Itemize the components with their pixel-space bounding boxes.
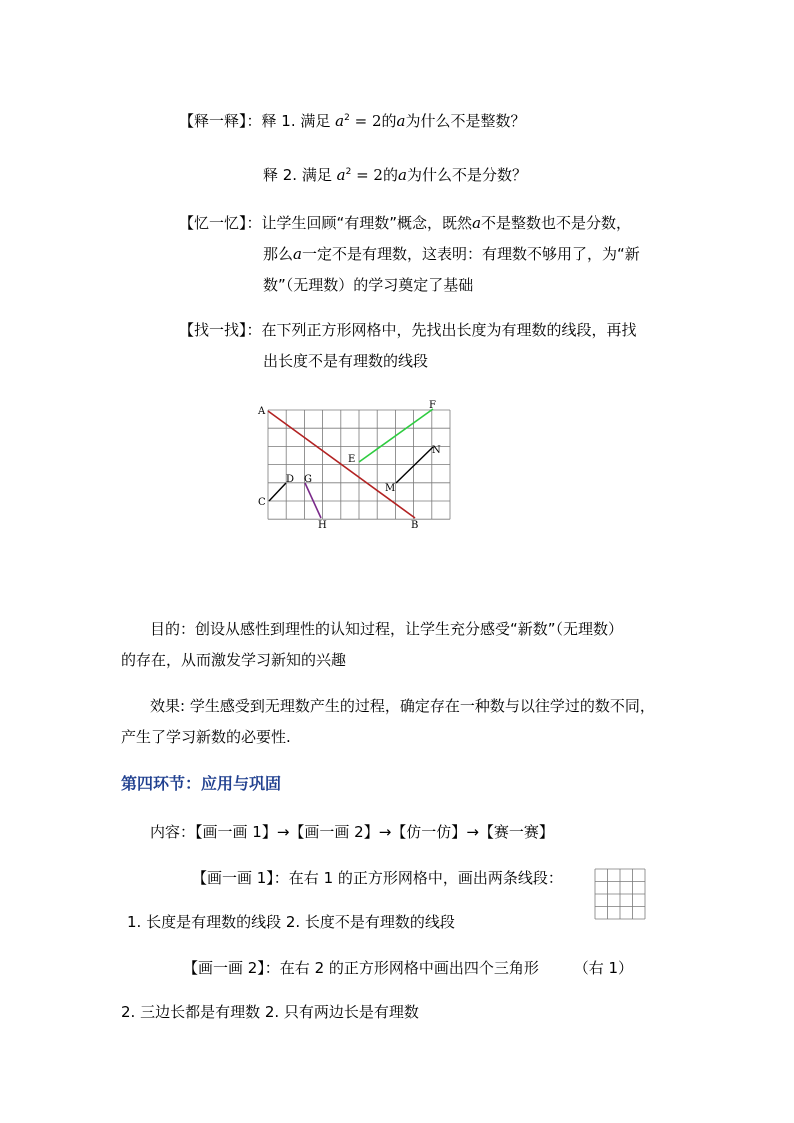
purpose-l2: 的存在，从而激发学习新知的兴趣 xyxy=(121,651,347,669)
yi-line-3 xyxy=(263,275,473,295)
zhao-l2: 出长度不是有理数的线段 xyxy=(263,352,429,370)
shi-p1-prefix: ：释 1. 满足 xyxy=(246,112,331,130)
yi-l2-a: 那么 xyxy=(263,245,294,263)
label-a: A xyxy=(258,406,266,417)
label-n: N xyxy=(432,445,441,456)
arrow: → xyxy=(378,823,392,841)
purpose-line-2 xyxy=(121,650,346,670)
label-e: E xyxy=(348,454,356,465)
var-a: a xyxy=(398,166,407,184)
shi-p1-mid: 的 xyxy=(382,166,398,184)
small-grid-lines xyxy=(595,869,645,919)
effect-line-1 xyxy=(150,696,655,716)
shi-tag: 【释一释】 xyxy=(179,112,247,130)
zhao-line-2 xyxy=(263,351,428,371)
shi-p2-suffix: 为什么不是分数？ xyxy=(406,166,527,184)
var-a: a xyxy=(293,245,302,263)
shi-line-1 xyxy=(179,108,525,131)
shi-p2-prefix: 释 2. 满足 xyxy=(263,166,332,184)
label-d: D xyxy=(286,474,295,485)
effect-l1: 效果: 学生感受到无理数产生的过程，确定存在一种数与以往学过的数不同， xyxy=(150,697,655,715)
step-4: 【赛一赛】 xyxy=(478,823,554,841)
grid-figure xyxy=(255,400,455,530)
exponent: 2 xyxy=(345,167,352,177)
yi-l1-a: ：让学生回顾“有理数”概念，既然 xyxy=(246,214,473,232)
hua1-text: 【画一画 1】：在右 1 的正方形网格中，画出两条线段： xyxy=(192,869,563,887)
small-grid xyxy=(594,868,646,920)
yi-tag: 【忆一忆】 xyxy=(179,214,247,232)
segment-gh xyxy=(305,483,321,518)
label-h: H xyxy=(318,520,327,530)
var-a: a xyxy=(335,112,345,130)
var-a: a xyxy=(472,214,482,232)
shi-p1-mid: 的 xyxy=(381,112,397,130)
hua1-line xyxy=(192,868,563,888)
yi-line-2 xyxy=(263,244,640,264)
arrow: → xyxy=(466,823,479,841)
var-a: a xyxy=(396,112,406,130)
zhao-line-1 xyxy=(179,320,637,340)
segment-ef xyxy=(359,409,433,462)
step-2: 【画一画 2】 xyxy=(289,823,379,841)
shi-line-2 xyxy=(263,162,527,185)
eq: = 2 xyxy=(351,166,383,184)
yi-l3: 数”（无理数）的学习奠定了基础 xyxy=(263,276,474,294)
eq: = 2 xyxy=(349,112,382,130)
label-m: M xyxy=(385,483,396,494)
yi-l2-b: 一定不是有理数，这表明：有理数不够用了，为“新 xyxy=(301,245,640,263)
yi-line-1 xyxy=(179,213,631,233)
effect-line-2 xyxy=(121,727,291,747)
label-g: G xyxy=(304,474,312,485)
purpose-line-1 xyxy=(150,619,623,639)
hua2-items: 2. 三边长都是有理数 2. 只有两边长是有理数 xyxy=(121,1003,419,1021)
purpose-l1: 目的：创设从感性到理性的认知过程，让学生充分感受“新数”（无理数） xyxy=(150,620,624,638)
section4-content xyxy=(150,822,554,842)
content-label: 内容： xyxy=(150,823,196,841)
grid-lines xyxy=(268,410,450,519)
var-a: a xyxy=(336,166,346,184)
arrow: → xyxy=(276,823,290,841)
step-1: 【画一画 1】 xyxy=(195,823,277,841)
segment-cd xyxy=(269,483,286,501)
hua2-note: （右 1） xyxy=(573,959,633,977)
zhao-l1: ：在下列正方形网格中，先找出长度为有理数的线段，再找 xyxy=(246,321,637,339)
zhao-tag: 【找一找】 xyxy=(179,321,247,339)
section4-title: 第四环节：应用与巩固 xyxy=(121,774,282,793)
hua2-text: 【画一画 2】：在右 2 的正方形网格中画出四个三角形 xyxy=(183,959,539,977)
hua1-items: 1. 长度是有理数的线段 2. 长度不是有理数的线段 xyxy=(127,913,455,931)
yi-l1-b: 不是整数也不是分数， xyxy=(481,214,632,232)
exponent: 2 xyxy=(344,113,350,123)
hua2-line xyxy=(183,958,633,978)
label-f: F xyxy=(429,400,436,411)
step-3: 【仿一仿】 xyxy=(391,823,467,841)
shi-p1-suffix: 为什么不是整数？ xyxy=(405,112,526,130)
label-c: C xyxy=(258,497,266,508)
label-b: B xyxy=(411,520,419,530)
effect-l2: 产生了学习新数的必要性. xyxy=(121,728,291,746)
